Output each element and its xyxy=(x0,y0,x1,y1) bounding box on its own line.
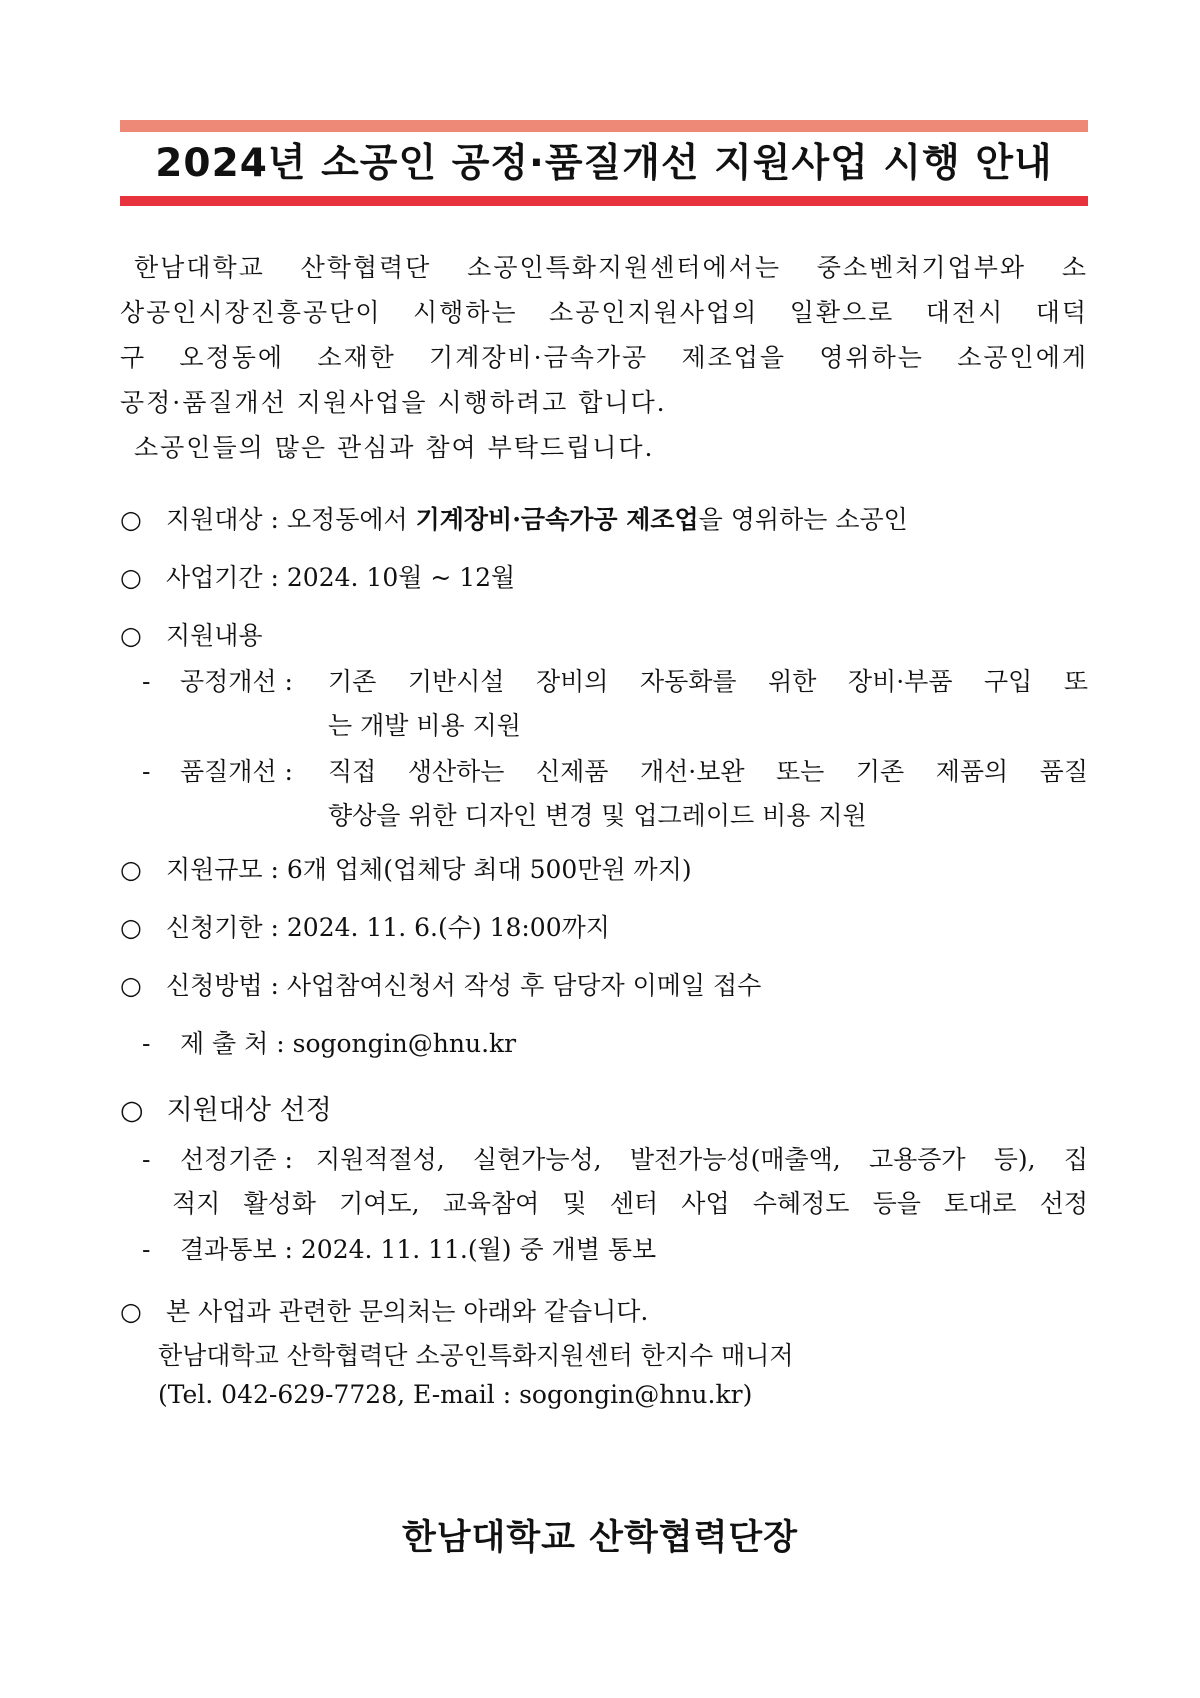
bullet-dash: - xyxy=(142,1145,151,1174)
bullet-dash: - xyxy=(142,667,151,696)
item-target xyxy=(120,500,908,536)
bullet-dash: - xyxy=(142,1235,151,1264)
contact-text: 본 사업과 관련한 문의처는 아래와 같습니다. xyxy=(165,1297,649,1326)
subitem-text: 직접 생산하는 신제품 개선·보완 또는 기존 제품의 품질 xyxy=(328,757,1088,786)
title-top-bar xyxy=(120,120,1088,132)
item-label: 사업기간 : xyxy=(165,563,279,592)
item-value: 6개 업체(업체당 최대 500만원 까지) xyxy=(286,855,692,884)
bullet-circle: ○ xyxy=(120,971,142,1000)
item-period xyxy=(120,558,515,594)
intro-line: 소공인들의 많은 관심과 참여 부탁드립니다. xyxy=(134,433,655,462)
email-link[interactable]: sogongin@hnu.kr xyxy=(292,1029,517,1058)
issuer-signature: 한남대학교 산학협력단장 xyxy=(401,1518,799,1558)
item-label: 지원내용 xyxy=(165,621,263,650)
subitem-value: 2024. 11. 11.(월) 중 개별 통보 xyxy=(300,1235,657,1264)
contact-info: (Tel. 042-629-7728, E-mail : sogongin@hnu.kr) xyxy=(158,1380,753,1409)
subitem-criteria xyxy=(120,1140,293,1176)
item-method xyxy=(120,966,761,1002)
bullet-circle: ○ xyxy=(120,855,142,884)
item-value: 사업참여신청서 작성 후 담당자 이메일 접수 xyxy=(286,971,762,1000)
item-label: 지원대상 선정 xyxy=(166,1095,332,1126)
subitem-text: 기존 기반시설 장비의 자동화를 위한 장비·부품 구입 또 xyxy=(328,667,1088,696)
intro-line: 공정·품질개선 지원사업을 시행하려고 합니다. xyxy=(120,388,667,417)
title-bottom-bar xyxy=(120,196,1088,206)
item-value-bold: 기계장비·금속가공 제조업 xyxy=(415,505,699,534)
bullet-circle: ○ xyxy=(120,563,142,592)
item-value: 을 영위하는 소공인 xyxy=(698,505,908,534)
item-scale xyxy=(120,850,692,886)
item-label: 지원규모 : xyxy=(165,855,279,884)
subitem-text: 는 개발 비용 지원 xyxy=(328,711,521,740)
subitem-label: 공정개선 : xyxy=(179,667,293,696)
subitem-text: 향상을 위한 디자인 변경 및 업그레이드 비용 지원 xyxy=(328,801,867,830)
subitem-text: 지원적절성, 실현가능성, 발전가능성(매출액, 고용증가 등), 집 xyxy=(316,1145,1088,1174)
subitem-quality xyxy=(120,752,293,788)
item-label: 지원대상 : xyxy=(165,505,279,534)
item-value: 오정동에서 xyxy=(286,505,408,534)
subitem-label: 제 출 처 : xyxy=(179,1029,285,1058)
subitem-text: 적지 활성화 기여도, 교육참여 및 센터 사업 수혜정도 등을 토대로 선정 xyxy=(172,1189,1088,1218)
intro-line: 상공인시장진흥공단이 시행하는 소공인지원사업의 일환으로 대전시 대덕 xyxy=(120,298,1088,327)
item-value: 2024. 10월 ~ 12월 xyxy=(286,563,516,592)
title-banner xyxy=(120,120,1088,206)
contact-text: 한남대학교 산학협력단 소공인특화지원센터 한지수 매니저 xyxy=(158,1341,794,1370)
subitem-label: 결과통보 : xyxy=(179,1235,293,1264)
bullet-circle: ○ xyxy=(120,913,142,942)
subitem-label: 선정기준 : xyxy=(179,1145,293,1174)
intro-line: 구 오정동에 소재한 기계장비·금속가공 제조업을 영위하는 소공인에게 xyxy=(120,343,1088,372)
subitem-label: 품질개선 : xyxy=(179,757,293,786)
bullet-dash: - xyxy=(142,757,151,786)
subitem-submit xyxy=(120,1024,516,1060)
item-label: 신청기한 : xyxy=(165,913,279,942)
item-label: 신청방법 : xyxy=(165,971,279,1000)
bullet-circle: ○ xyxy=(120,1095,144,1126)
page-title: 2024년 소공인 공정·품질개선 지원사업 시행 안내 xyxy=(155,141,1053,186)
item-contact xyxy=(120,1292,648,1328)
item-content xyxy=(120,616,263,652)
item-deadline xyxy=(120,908,610,944)
item-value: 2024. 11. 6.(수) 18:00까지 xyxy=(286,913,610,942)
intro-line: 한남대학교 산학협력단 소공인특화지원센터에서는 중소벤처기업부와 소 xyxy=(134,253,1088,282)
bullet-circle: ○ xyxy=(120,505,142,534)
bullet-circle: ○ xyxy=(120,1297,142,1326)
item-selection xyxy=(120,1088,332,1127)
subitem-result xyxy=(120,1230,656,1266)
bullet-circle: ○ xyxy=(120,621,142,650)
intro-paragraph xyxy=(120,245,1088,470)
bullet-dash: - xyxy=(142,1029,151,1058)
